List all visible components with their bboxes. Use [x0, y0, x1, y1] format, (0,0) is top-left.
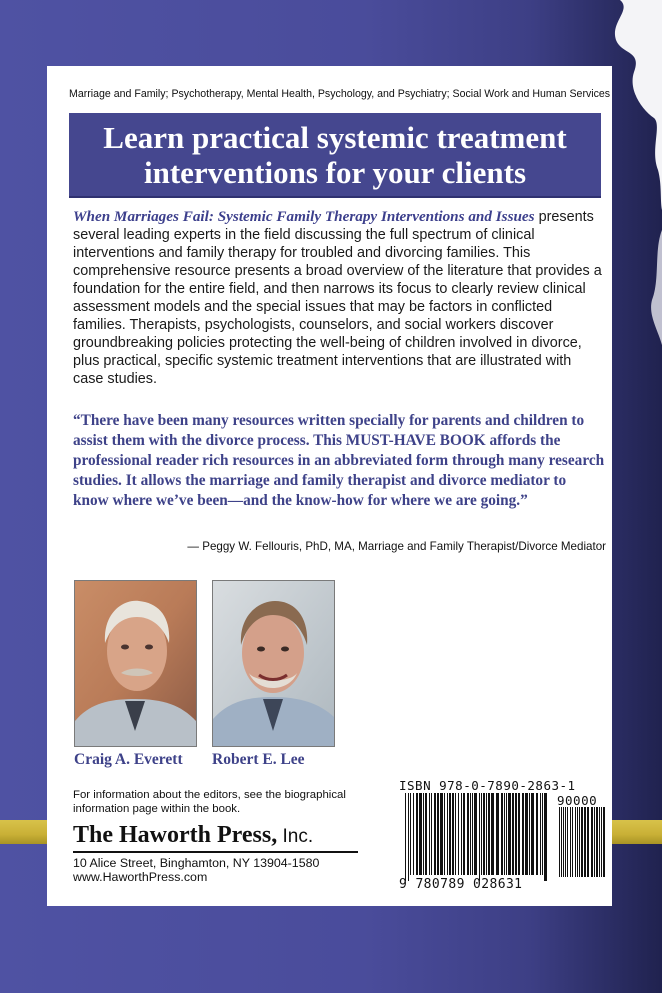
barcode-addon-bar	[565, 807, 566, 877]
book-title: When Marriages Fail: Systemic Family Therapy Interventions and Issues	[73, 208, 535, 225]
barcode-bar	[522, 793, 524, 875]
barcode-addon-bar	[591, 807, 593, 877]
barcode-addon-bar	[603, 807, 605, 877]
publisher-website[interactable]: www.HaworthPress.com	[73, 870, 208, 884]
barcode-bar	[416, 793, 418, 875]
barcode-bar	[423, 793, 424, 875]
barcode-bar	[408, 793, 409, 881]
barcode-addon-bar	[594, 807, 595, 877]
barcode-addon-bar	[579, 807, 580, 877]
barcode-addon-bar	[563, 807, 564, 877]
barcode-bar	[425, 793, 427, 875]
publisher-name	[73, 822, 373, 850]
barcode-bar	[481, 793, 482, 875]
barcode-bar	[506, 793, 507, 875]
book-description	[73, 208, 603, 388]
headline-line-2: interventions for your clients	[143, 155, 527, 190]
barcode-addon-bar	[587, 807, 589, 877]
barcode-bar	[542, 793, 543, 875]
barcode-bar	[405, 793, 406, 881]
barcode-addon-bar	[596, 807, 598, 877]
headline-banner	[69, 113, 601, 198]
barcode-bar	[437, 793, 439, 875]
barcode-bar	[486, 793, 487, 875]
barcode-bar	[540, 793, 541, 875]
subject-categories: Marriage and Family; Psychotherapy, Mental Health, Psychology, and Psychiatry; Social Work and Human Services	[69, 88, 611, 100]
barcode-bar	[419, 793, 422, 875]
barcode-bar	[461, 793, 462, 875]
barcode-bar	[544, 793, 547, 881]
barcode-bar	[512, 793, 514, 875]
editor-photo-lee	[212, 580, 335, 747]
publisher-address: 10 Alice Street, Binghamton, NY 13904-1580	[73, 856, 320, 870]
barcode-addon-bar	[601, 807, 602, 877]
barcode-bar	[518, 793, 520, 875]
editor-name-everett: Craig A. Everett	[74, 751, 183, 768]
barcode-addon-bar	[559, 807, 560, 877]
barcode-addon-bar	[575, 807, 576, 877]
barcode-bar	[496, 793, 499, 875]
barcode-bar	[452, 793, 454, 875]
barcode-bar	[488, 793, 490, 875]
barcode-addon-bar	[572, 807, 573, 877]
barcode-bar	[410, 793, 411, 875]
barcode-bar	[455, 793, 456, 875]
barcode-bars-addon	[559, 807, 605, 877]
barcode-bar	[491, 793, 494, 875]
barcode-addon-bar	[599, 807, 600, 877]
barcode-bar	[529, 793, 530, 875]
barcode-addon-bar	[577, 807, 578, 877]
barcode-bar	[413, 793, 414, 875]
barcode-digits: 9 780789 028631	[399, 877, 523, 892]
price-code: 90000	[557, 793, 598, 808]
barcode-addon-bar	[570, 807, 571, 877]
barcode-bar	[515, 793, 517, 875]
barcode-bar	[449, 793, 451, 875]
publisher-rule	[73, 851, 358, 853]
barcode-addon-bar	[561, 807, 562, 877]
barcode-bar	[458, 793, 459, 875]
barcode-bars-main	[405, 793, 547, 881]
barcode-bar	[467, 793, 469, 875]
headline	[69, 120, 601, 190]
editor-name-lee: Robert E. Lee	[212, 751, 305, 768]
barcode-bar	[444, 793, 445, 875]
barcode-bar	[470, 793, 471, 875]
headline-line-1: Learn practical systemic treatment	[103, 120, 567, 155]
barcode-bar	[501, 793, 503, 875]
barcode-addon-bar	[584, 807, 586, 877]
testimonial-quote: “There have been many resources written specially for parents and children to assist them with the divorce process. This MUST-HAVE BOOK affords the professional reader rich resources in an abbreviated form through many research studies. It allows the marriage and family therapist and divorce mediator to know where we’ve been—and the know-how for where we are going.”	[73, 412, 605, 509]
barcode-bar	[440, 793, 443, 875]
barcode-addon-bar	[581, 807, 583, 877]
barcode-bar	[434, 793, 436, 875]
barcode-bar	[504, 793, 505, 875]
editor-photo-everett	[74, 580, 197, 747]
barcode-bar	[483, 793, 485, 875]
editors-info: For information about the editors, see the biographical information page within the book.	[73, 789, 346, 815]
publisher-block	[73, 822, 373, 884]
back-cover-panel	[47, 66, 612, 906]
barcode-bar	[431, 793, 432, 875]
barcode-bar	[429, 793, 430, 875]
barcode-bar	[472, 793, 473, 875]
barcode-bar	[474, 793, 477, 875]
barcode-bar	[463, 793, 465, 875]
barcode-bar	[536, 793, 538, 875]
barcode-bar	[525, 793, 528, 875]
publisher-name-main: The Haworth Press,	[73, 822, 278, 848]
barcode-bar	[479, 793, 480, 881]
publisher-name-suffix: Inc.	[277, 826, 314, 847]
description-text: presents several leading experts in the field discussing the full spectrum of clinical interventions and family therapy for troubled and divorcing families. This comprehensive resource presents a broad overview of the literature that provides a foundation for the entire field, and then narrows its focus to clearly review clinical assessment models and the special issues that may be factors in conflicted families. Therapists, psychologists, counselors, and social workers discover groundbreaking policies protecting the well-being of children involved in divorce, plus practical, specific systemic treatment interventions that are illustrated with case studies.	[73, 209, 602, 387]
barcode-bar	[447, 793, 448, 875]
barcode-bar	[508, 793, 511, 875]
barcode-addon-bar	[567, 807, 568, 877]
barcode-bar	[531, 793, 534, 875]
isbn-label: ISBN 978-0-7890-2863-1	[399, 778, 576, 793]
testimonial-attribution: — Peggy W. Fellouris, PhD, MA, Marriage and Family Therapist/Divorce Mediator	[187, 540, 606, 553]
